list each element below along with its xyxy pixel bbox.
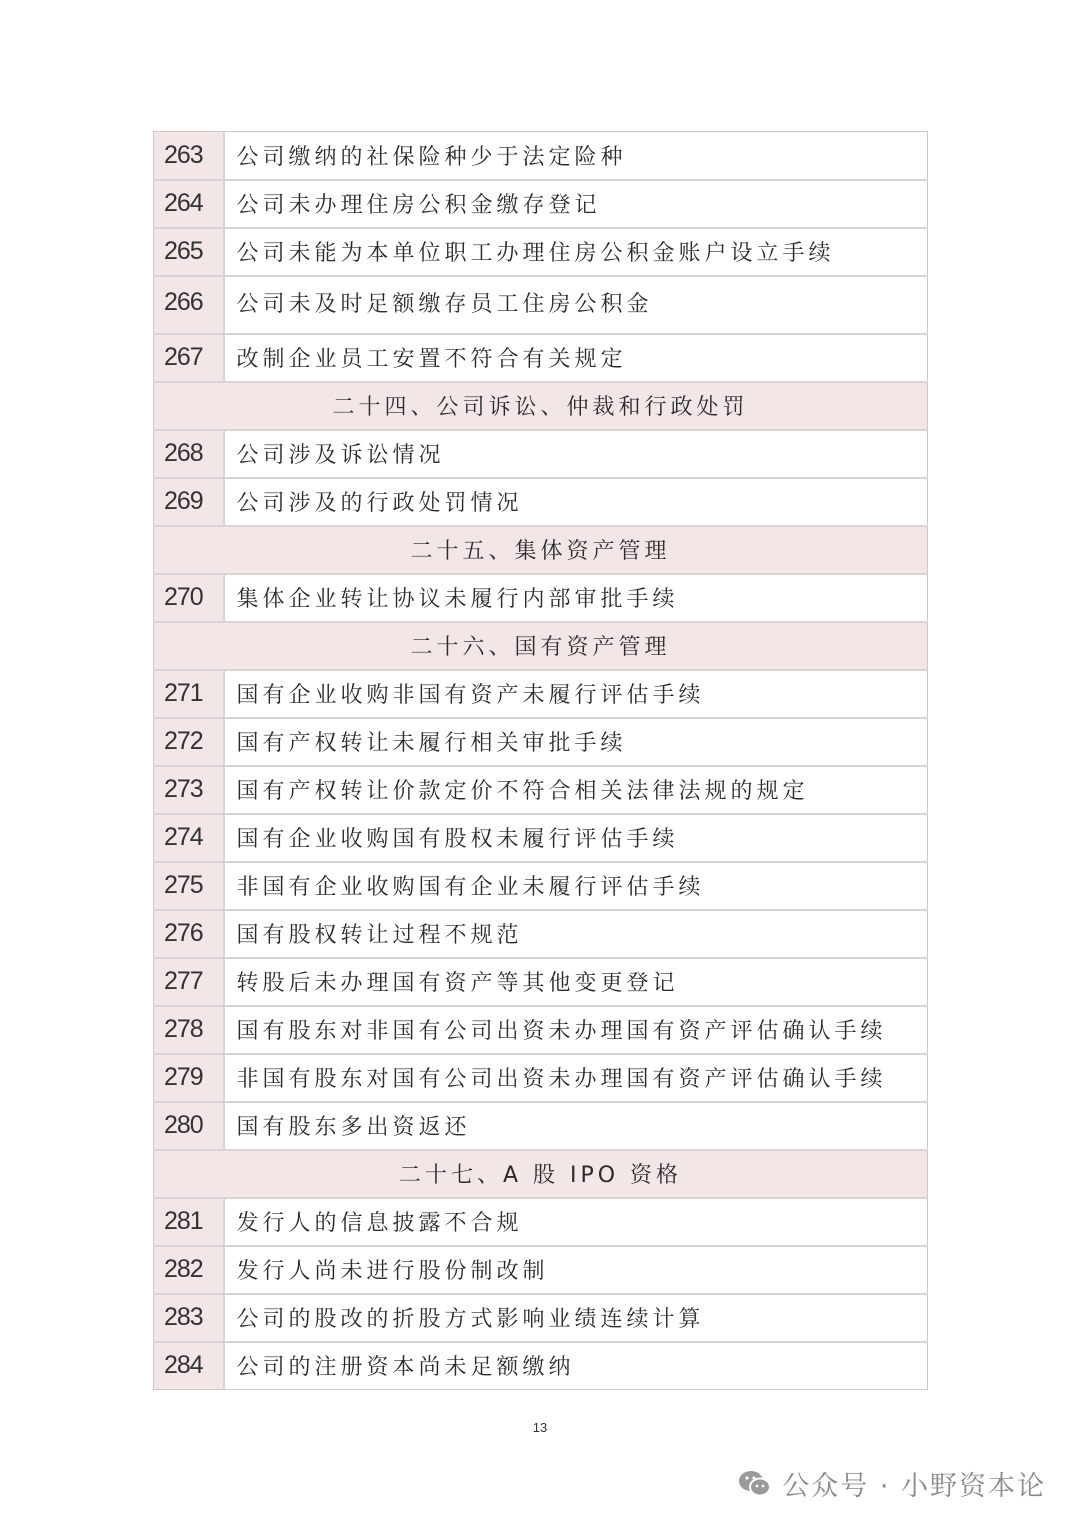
row-number: 267 [154, 334, 224, 382]
row-text: 国有产权转让未履行相关审批手续 [224, 718, 928, 766]
row-text: 发行人尚未进行股份制改制 [224, 1246, 928, 1294]
row-number: 277 [154, 958, 224, 1006]
row-number: 264 [154, 180, 224, 228]
row-text: 国有股东对非国有公司出资未办理国有资产评估确认手续 [224, 1006, 928, 1054]
row-text: 公司的注册资本尚未足额缴纳 [224, 1342, 928, 1390]
table-row [154, 718, 928, 766]
section-row [154, 622, 928, 670]
section-row [154, 382, 928, 430]
table-row [154, 1342, 928, 1390]
section-heading: 二十五、集体资产管理 [154, 526, 928, 574]
row-number: 278 [154, 1006, 224, 1054]
row-number: 281 [154, 1198, 224, 1246]
table-row [154, 276, 928, 334]
row-text: 公司涉及诉讼情况 [224, 430, 928, 478]
table-row [154, 670, 928, 718]
row-number: 271 [154, 670, 224, 718]
table-row [154, 478, 928, 526]
page-number: 13 [532, 1420, 548, 1435]
table-body [154, 132, 928, 1390]
table-row [154, 814, 928, 862]
row-number: 276 [154, 910, 224, 958]
watermark-text: 公众号 · 小野资本论 [782, 1471, 1046, 1502]
row-number: 265 [154, 228, 224, 276]
row-text: 公司未能为本单位职工办理住房公积金账户设立手续 [224, 228, 928, 276]
row-text: 转股后未办理国有资产等其他变更登记 [224, 958, 928, 1006]
table-row [154, 1198, 928, 1246]
row-text: 公司涉及的行政处罚情况 [224, 478, 928, 526]
row-number: 273 [154, 766, 224, 814]
table-row [154, 1246, 928, 1294]
row-text: 集体企业转让协议未履行内部审批手续 [224, 574, 928, 622]
table-row [154, 1054, 928, 1102]
row-number: 272 [154, 718, 224, 766]
wechat-icon [738, 1469, 772, 1499]
table-row [154, 180, 928, 228]
row-number: 266 [154, 276, 224, 334]
row-text: 非国有企业收购国有企业未履行评估手续 [224, 862, 928, 910]
row-number: 280 [154, 1102, 224, 1150]
section-row [154, 526, 928, 574]
row-text: 公司的股改的折股方式影响业绩连续计算 [224, 1294, 928, 1342]
row-text: 国有股权转让过程不规范 [224, 910, 928, 958]
row-number: 268 [154, 430, 224, 478]
row-number: 282 [154, 1246, 224, 1294]
row-text: 公司缴纳的社保险种少于法定险种 [224, 132, 928, 180]
row-text: 改制企业员工安置不符合有关规定 [224, 334, 928, 382]
row-text: 公司未及时足额缴存员工住房公积金 [224, 276, 928, 334]
table-row [154, 228, 928, 276]
row-text: 国有企业收购国有股权未履行评估手续 [224, 814, 928, 862]
row-text: 国有产权转让价款定价不符合相关法律法规的规定 [224, 766, 928, 814]
row-text: 非国有股东对国有公司出资未办理国有资产评估确认手续 [224, 1054, 928, 1102]
table-row [154, 910, 928, 958]
row-number: 283 [154, 1294, 224, 1342]
table-row [154, 334, 928, 382]
table-row [154, 1006, 928, 1054]
table-row [154, 766, 928, 814]
table-row [154, 574, 928, 622]
row-number: 275 [154, 862, 224, 910]
watermark [738, 1464, 1046, 1503]
table-row [154, 958, 928, 1006]
row-number: 279 [154, 1054, 224, 1102]
document-table [153, 131, 928, 1390]
row-text: 公司未办理住房公积金缴存登记 [224, 180, 928, 228]
section-heading: 二十六、国有资产管理 [154, 622, 928, 670]
row-number: 269 [154, 478, 224, 526]
section-heading: 二十七、A 股 IPO 资格 [154, 1150, 928, 1198]
table-row [154, 430, 928, 478]
row-number: 263 [154, 132, 224, 180]
row-text: 发行人的信息披露不合规 [224, 1198, 928, 1246]
table-row [154, 132, 928, 180]
row-number: 284 [154, 1342, 224, 1390]
row-text: 国有企业收购非国有资产未履行评估手续 [224, 670, 928, 718]
row-text: 国有股东多出资返还 [224, 1102, 928, 1150]
row-number: 274 [154, 814, 224, 862]
section-row [154, 1150, 928, 1198]
table-row [154, 1102, 928, 1150]
table-row [154, 1294, 928, 1342]
row-number: 270 [154, 574, 224, 622]
table-row [154, 862, 928, 910]
section-heading: 二十四、公司诉讼、仲裁和行政处罚 [154, 382, 928, 430]
